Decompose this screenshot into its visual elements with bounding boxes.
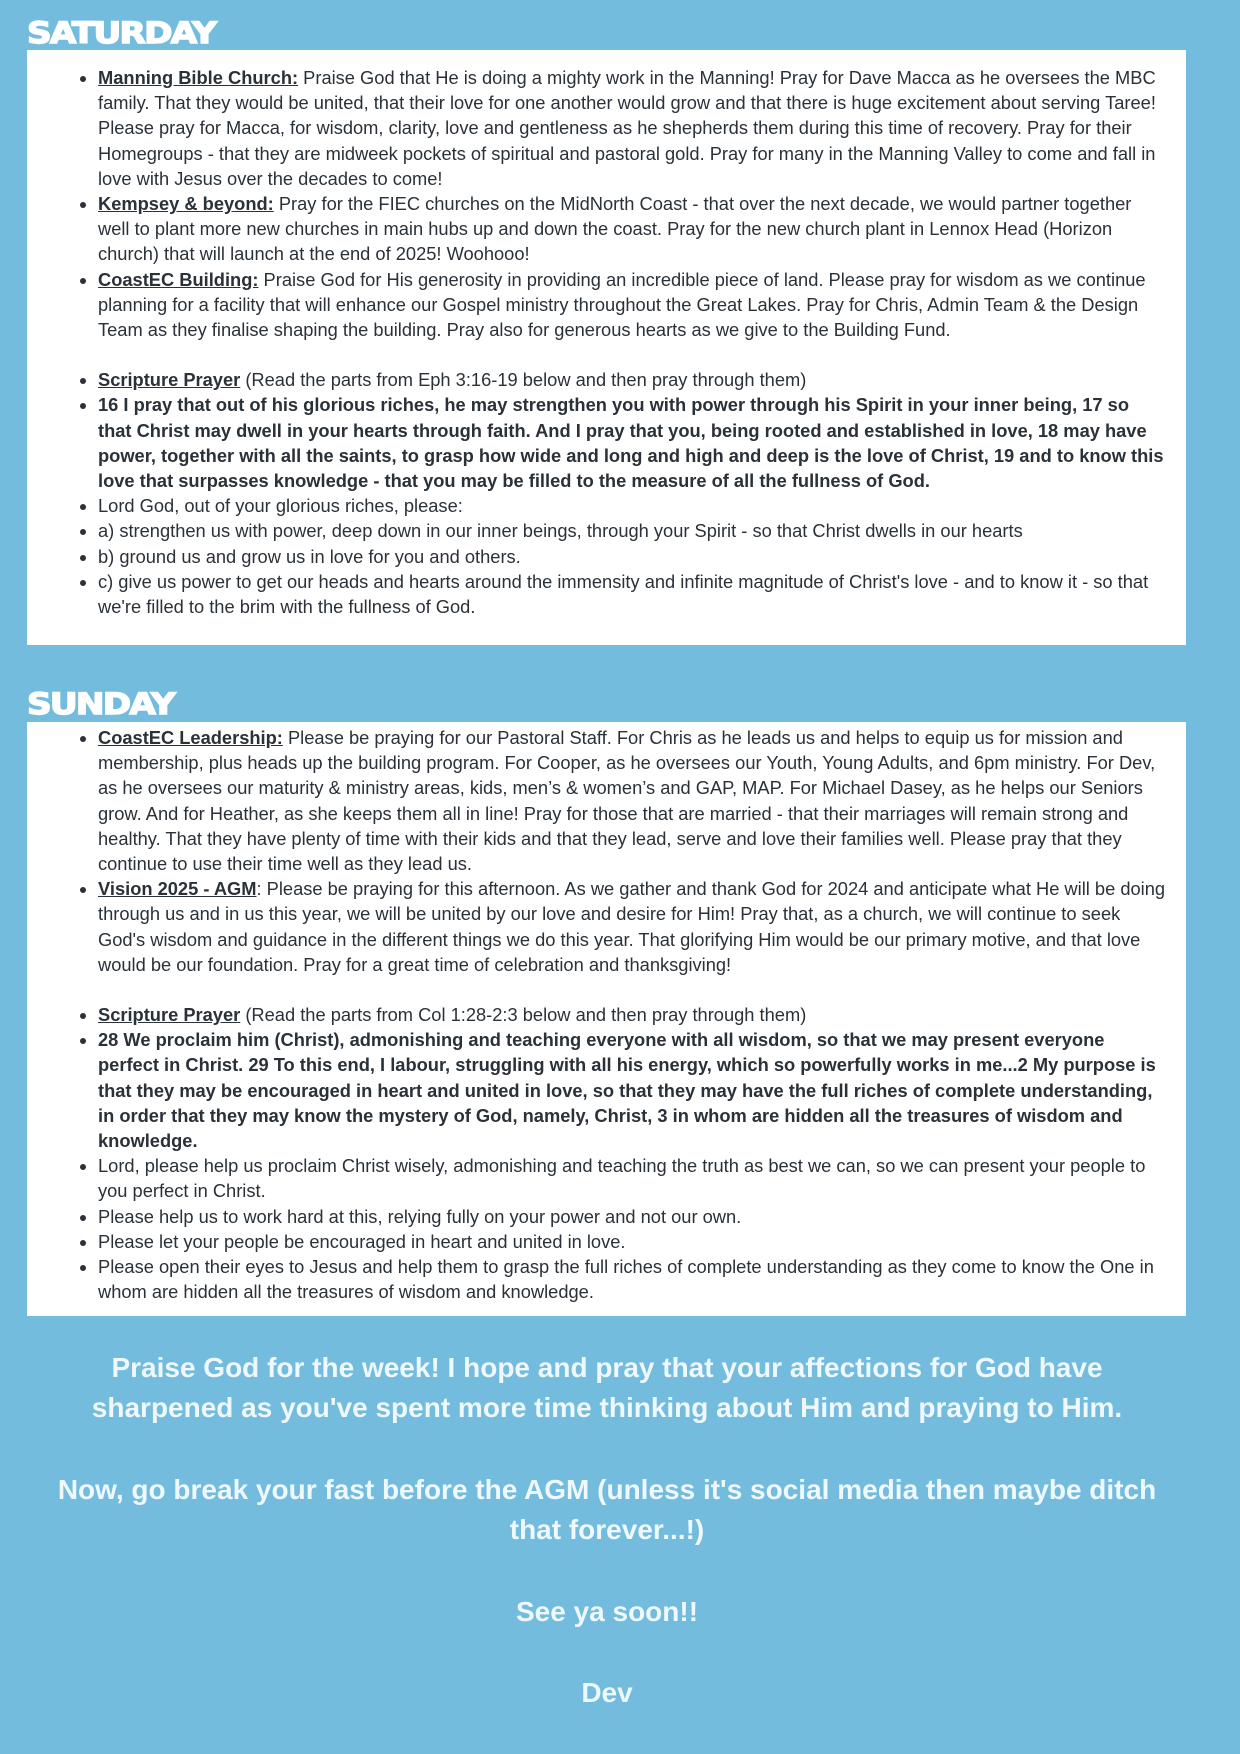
- saturday-heading: SATURDAY: [27, 16, 216, 50]
- scripture-label: Scripture Prayer: [98, 369, 241, 391]
- scripture-prayer-item: [98, 1002, 1166, 1027]
- prayer-item: • b) ground us and grow us in love for you and others.: [98, 544, 1166, 569]
- scripture-verse: • 28 We proclaim him (Christ), admonishing and teaching everyone with all wisdom, so that we may present everyone perfect in Christ. 29 To this end, I labour, struggling with all his energy, which so powerfully works in me...2 My purpose is that they may be encouraged in heart and united in love, so that they may have the full riches of complete understanding, in order that they may know the mystery of God, namely, Christ, 3 in whom are hidden all the treasures of wisdom and knowledge.: [98, 1027, 1166, 1153]
- list-item: [98, 876, 1166, 977]
- closing-break-fast: Now, go break your fast before the AGM (unless it's social media then maybe ditch that forever...!): [57, 1474, 1157, 1545]
- prayer-item: • Please open their eyes to Jesus and help them to grasp the full riches of complete understanding as they come to know the One in whom are hidden all the treasures of wisdom and knowledge.: [98, 1254, 1166, 1304]
- closing-praise: Praise God for the week! I hope and pray that your affections for God have sharpened as you've spent more time thinking about Him and praying to Him.: [91, 1352, 1123, 1423]
- item-label: CoastEC Building:: [98, 268, 259, 290]
- scripture-label: Scripture Prayer: [98, 1004, 241, 1026]
- item-text: Please be praying for our Pastoral Staff. For Chris as he leads us and helps to equip us for mission and membership, plus heads up the building program. For Cooper, as he oversees our Youth, Young Adults, and 6pm ministry. For Dev, as he oversees our maturity & ministry areas, kids, men’s & women’s and GAP, MAP. For Michael Dasey, as he helps our Seniors grow. And for Heather, as she keeps them all in line! Pray for those that are married - that their marriages will remain strong and healthy. That they have plenty of time with their kids and that they lead, serve and love their families well. Please pray that they continue to use their time well as they lead us.: [98, 727, 1156, 875]
- prayer-item: • Please let your people be encouraged in heart and united in love.: [98, 1229, 1166, 1254]
- scripture-note: (Read the parts from Col 1:28-2:3 below and then pray through them): [240, 1004, 807, 1026]
- sunday-panel: [27, 722, 1186, 1316]
- closing-signoff: Dev: [581, 1677, 633, 1708]
- sunday-list: [27, 725, 1186, 1304]
- item-text: : Please be praying for this afternoon. As we gather and thank God for 2024 and anticipate what He will be doing through us and in us this year, we will be united by our love and desire for Him! Pray that, as a church, we will continue to seek God's wisdom and guidance in the different things we do this year. That glorifying Him would be our primary motive, and that love would be our foundation. Pray for a great time of celebration and thanksgiving!: [98, 878, 1166, 975]
- prayer-item: • c) give us power to get our heads and hearts around the immensity and infinite magnitude of Christ's love - and to know it - so that we're filled to the brim with the fullness of God.: [98, 569, 1166, 619]
- item-text: Praise God for His generosity in providing an incredible piece of land. Please pray for wisdom as we continue planning for a facility that will enhance our Gospel ministry throughout the Great Lakes. Pray for Chris, Admin Team & the Design Team as they finalise shaping the building. Pray also for generous hearts as we give to the Building Fund.: [98, 268, 1146, 341]
- scripture-prayer-item: [98, 367, 1166, 392]
- list-item: [98, 191, 1166, 267]
- closing-see-ya: See ya soon!!: [515, 1596, 699, 1627]
- prayer-item: • a) strengthen us with power, deep down in our inner beings, through your Spirit - so that Christ dwells in our hearts: [98, 518, 1166, 543]
- item-label: Vision 2025 - AGM: [98, 878, 257, 900]
- list-item: [98, 267, 1166, 343]
- item-label: Kempsey & beyond:: [98, 193, 274, 215]
- saturday-panel: [27, 50, 1186, 645]
- item-label: Manning Bible Church:: [98, 67, 299, 88]
- list-item: [98, 65, 1166, 191]
- prayer-item: • Lord God, out of your glorious riches, please:: [98, 493, 1166, 518]
- scripture-verse: • 16 I pray that out of his glorious riches, he may strengthen you with power through his Spirit in your inner being, 17 so that Christ may dwell in your hearts through faith. And I pray that you, being rooted and established in love, 18 may have power, together with all the saints, to grasp how wide and long and high and deep is the love of Christ, 19 and to know this love that surpasses knowledge - that you may be filled to the measure of all the fullness of God.: [98, 392, 1166, 493]
- item-text: Pray for the FIEC churches on the MidNorth Coast - that over the next decade, we would partner together well to plant more new churches in main hubs up and down the coast. Pray for the new church plant in Lennox Head (Horizon church) that will launch at the end of 2025! Woohooo!: [98, 193, 1132, 265]
- saturday-list: [27, 65, 1186, 619]
- prayer-item: • Lord, please help us proclaim Christ wisely, admonishing and teaching the truth as best we can, so we can present your people to you perfect in Christ.: [98, 1153, 1166, 1203]
- item-label: CoastEC Leadership:: [98, 727, 283, 748]
- item-text: Praise God that He is doing a mighty work in the Manning! Pray for Dave Macca as he oversees the MBC family. That they would be united, that their love for one another would grow and that there is huge excitement about serving Taree! Please pray for Macca, for wisdom, clarity, love and gentleness as he shepherds them during this time of recovery. Pray for their Homegroups - that they are midweek pockets of spiritual and pastoral gold. Pray for many in the Manning Valley to come and fall in love with Jesus over the decades to come!: [98, 67, 1156, 189]
- prayer-item: • Please help us to work hard at this, relying fully on your power and not our own.: [98, 1204, 1166, 1229]
- sunday-heading: SUNDAY: [27, 687, 174, 721]
- list-item: [98, 725, 1166, 876]
- scripture-note: (Read the parts from Eph 3:16-19 below and then pray through them): [240, 369, 807, 391]
